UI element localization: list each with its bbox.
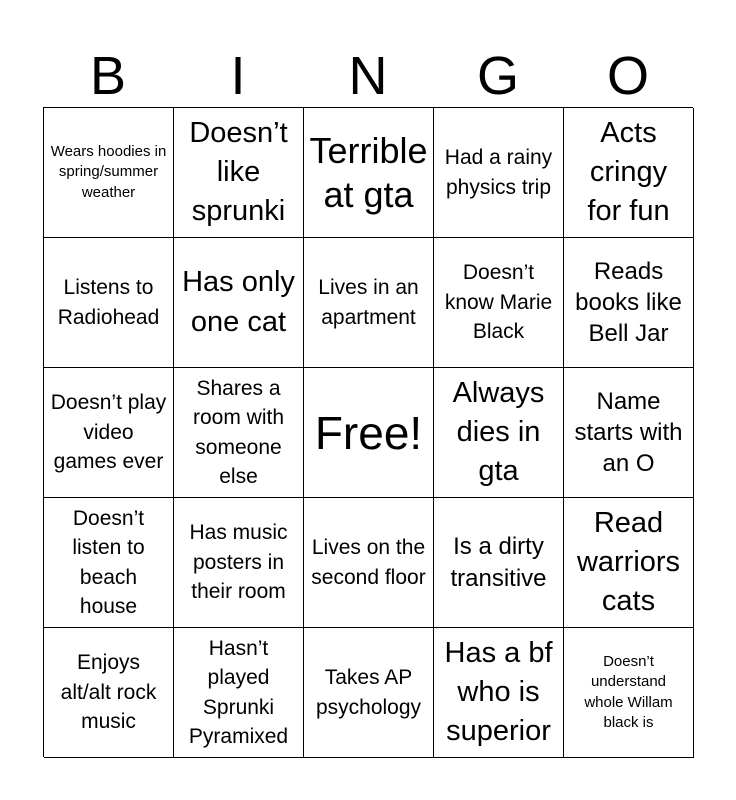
- cell-text: Name starts with an O: [574, 387, 683, 478]
- cell-text: Has a bf who is superior: [444, 636, 553, 748]
- bingo-cell[interactable]: [434, 628, 564, 758]
- free-space-text: Free!: [314, 406, 423, 459]
- cell-text: Doesn’t like sprunki: [189, 116, 288, 228]
- header-letter-o: O: [606, 46, 649, 106]
- bingo-cell[interactable]: [434, 238, 564, 368]
- bingo-cell[interactable]: [304, 628, 434, 758]
- bingo-cell[interactable]: [304, 238, 434, 368]
- bingo-cell[interactable]: [564, 368, 694, 498]
- bingo-cell[interactable]: [564, 498, 694, 628]
- cell-text: Terrible at gta: [309, 130, 428, 215]
- cell-text: Has music posters in their room: [189, 521, 288, 604]
- cell-text: Acts cringy for fun: [587, 116, 670, 228]
- bingo-cell[interactable]: [304, 108, 434, 238]
- bingo-cell[interactable]: [174, 108, 304, 238]
- bingo-cell[interactable]: [44, 628, 174, 758]
- bingo-cell[interactable]: [174, 238, 304, 368]
- cell-text: Lives on the second floor: [311, 536, 426, 589]
- cell-text: Lives in an apartment: [318, 276, 419, 329]
- cell-text: Listens to Radiohead: [57, 276, 160, 329]
- cell-text: Reads books like Bell Jar: [575, 257, 682, 348]
- cell-text: Doesn’t know Marie Black: [444, 261, 553, 344]
- cell-text: Is a dirty transitive: [450, 533, 547, 592]
- cell-text: Read warriors cats: [576, 506, 681, 618]
- bingo-header: [43, 46, 693, 106]
- bingo-board: [43, 107, 693, 757]
- cell-text: Had a rainy physics trip: [444, 146, 553, 199]
- bingo-cell[interactable]: [434, 498, 564, 628]
- bingo-cell[interactable]: [434, 368, 564, 498]
- cell-text: Wears hoodies in spring/summer weather: [50, 143, 167, 201]
- bingo-cell[interactable]: [564, 628, 694, 758]
- bingo-cell[interactable]: [44, 108, 174, 238]
- cell-text: Always dies in gta: [452, 376, 545, 488]
- bingo-cell[interactable]: [564, 238, 694, 368]
- cell-text: Has only one cat: [182, 266, 295, 338]
- header-letter-i: I: [230, 46, 246, 106]
- bingo-cell[interactable]: [174, 628, 304, 758]
- bingo-cell[interactable]: [434, 108, 564, 238]
- bingo-cell[interactable]: [44, 238, 174, 368]
- header-letter-g: G: [476, 46, 519, 106]
- bingo-cell[interactable]: [44, 498, 174, 628]
- cell-text: Doesn’t play video games ever: [50, 391, 167, 474]
- header-letter-b: B: [89, 46, 127, 106]
- bingo-cell[interactable]: [44, 368, 174, 498]
- bingo-cell[interactable]: [174, 368, 304, 498]
- cell-text: Enjoys alt/alt rock music: [60, 651, 157, 734]
- bingo-cell[interactable]: [564, 108, 694, 238]
- free-space-cell[interactable]: [304, 368, 434, 498]
- cell-text: Shares a room with someone else: [192, 376, 285, 488]
- cell-text: Takes AP psychology: [315, 666, 422, 719]
- bingo-cell[interactable]: [174, 498, 304, 628]
- cell-text: Doesn’t understand whole Willam black is: [584, 653, 673, 731]
- header-letter-n: N: [348, 46, 388, 106]
- bingo-cell[interactable]: [304, 498, 434, 628]
- cell-text: Hasn’t played Sprunki Pyramixed: [188, 636, 289, 748]
- cell-text: Doesn’t listen to beach house: [72, 506, 145, 618]
